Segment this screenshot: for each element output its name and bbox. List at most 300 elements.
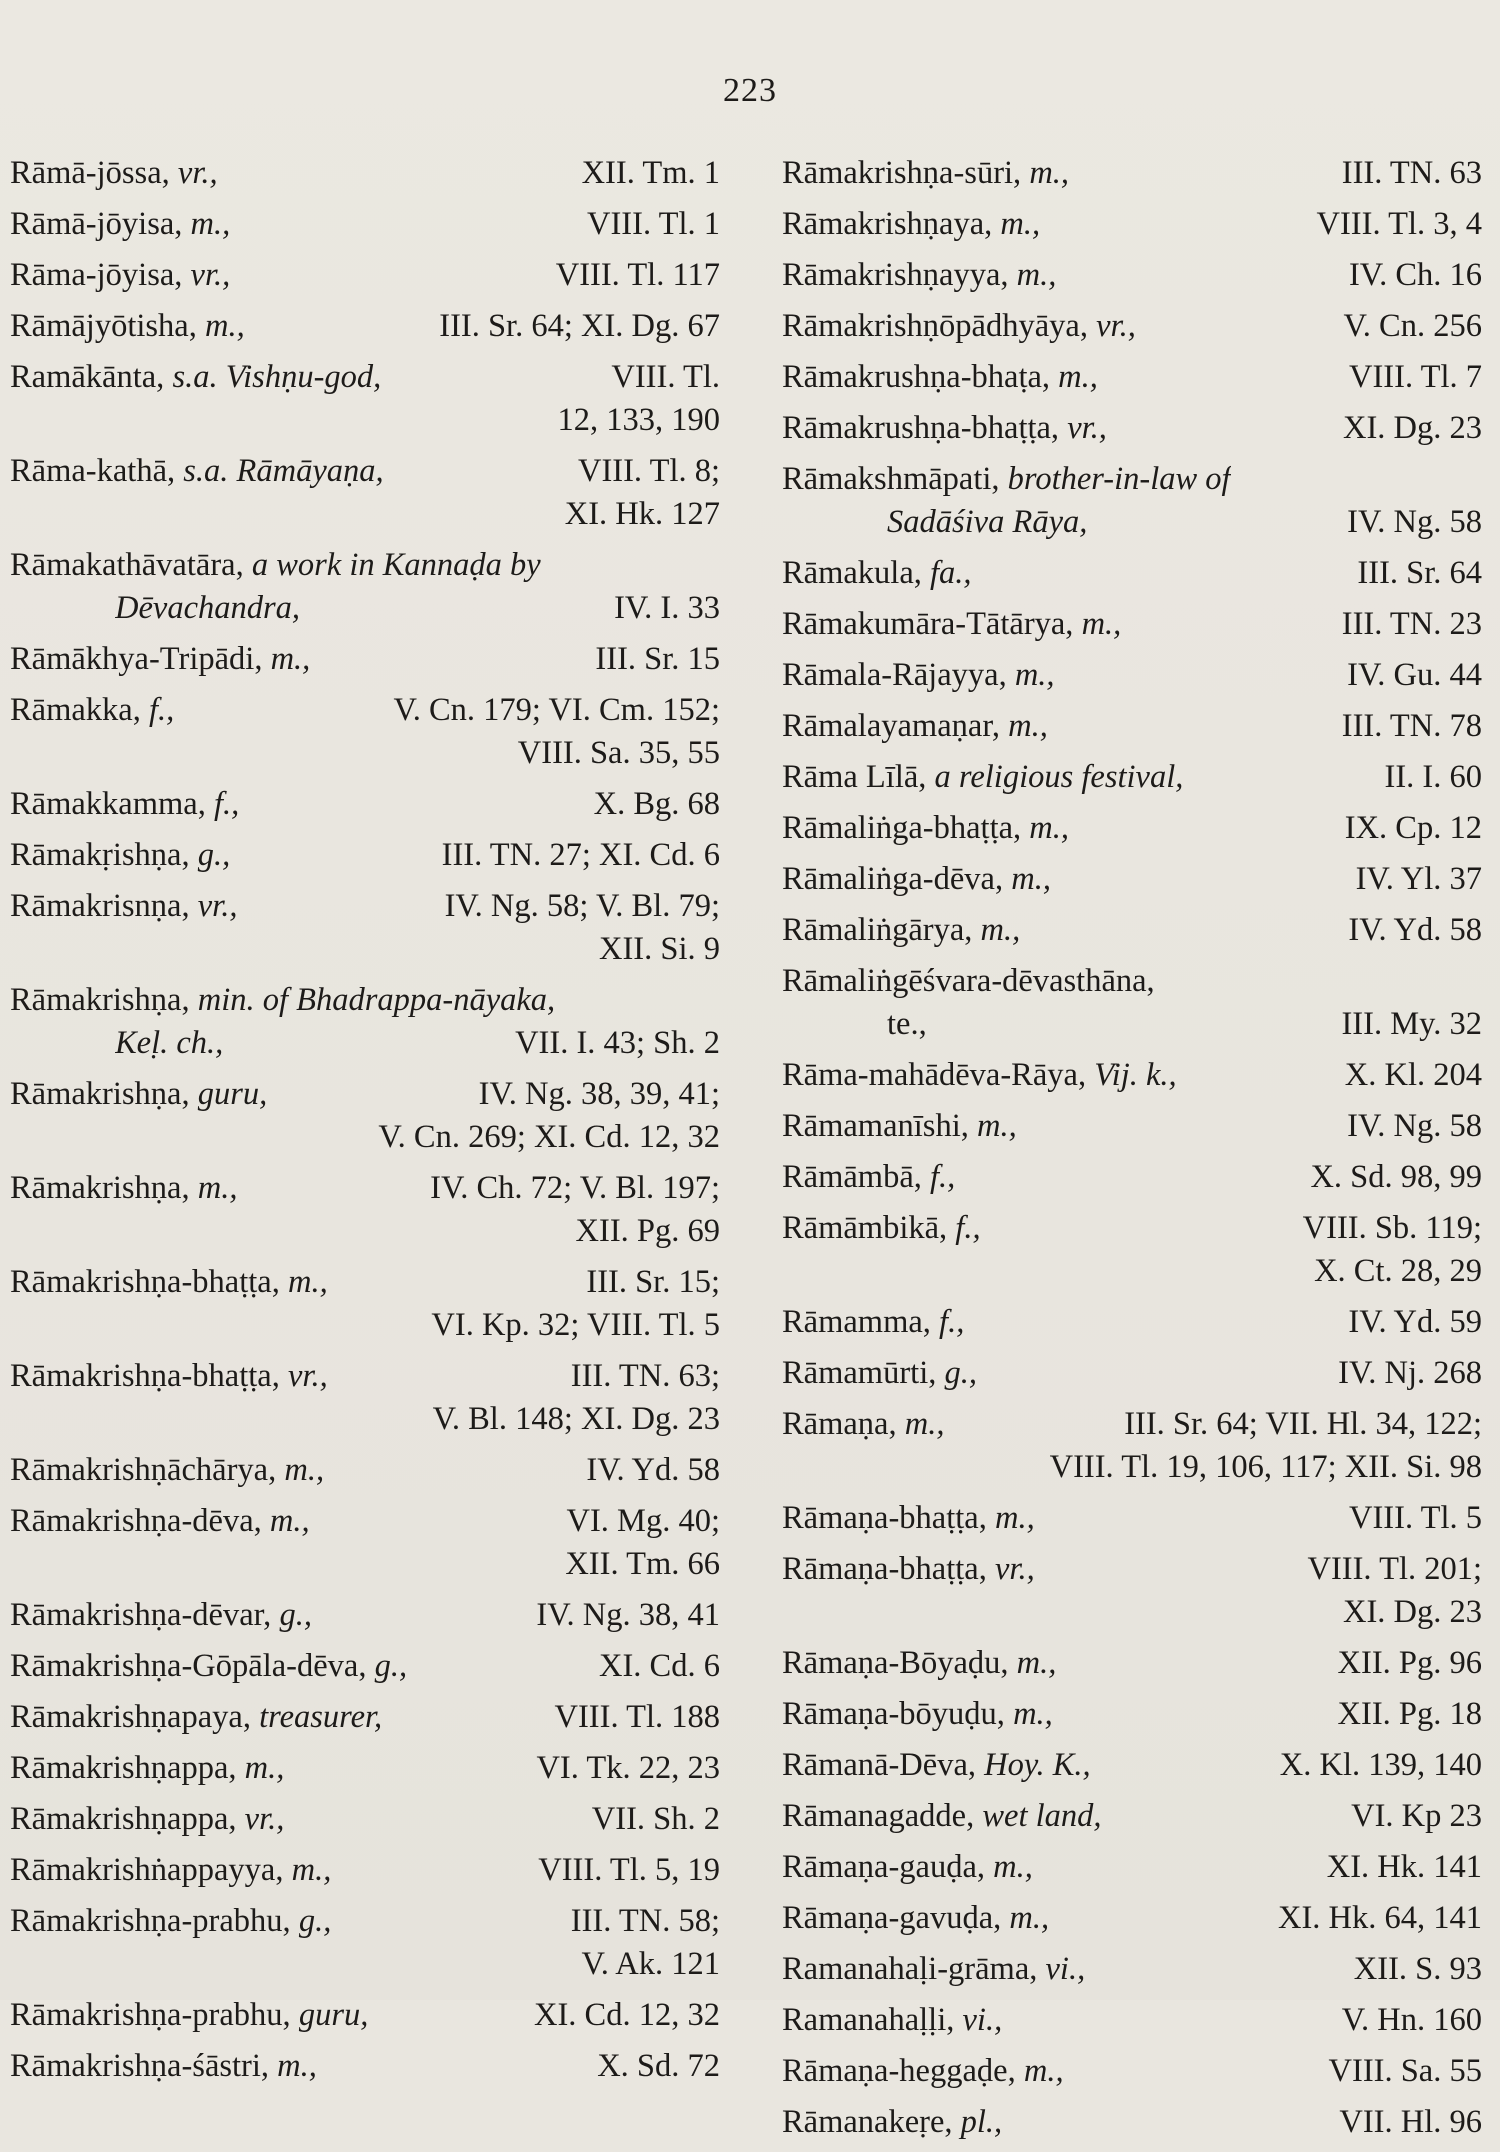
headword-text: Rāmakrishṇa-prabhu, xyxy=(10,1903,299,1939)
entry-reference: VIII. Tl. xyxy=(611,359,720,395)
entry-reference: X. Kl. 139, 140 xyxy=(1279,1747,1482,1783)
entry-headword xyxy=(10,1355,328,1398)
headword-text: Rāmaṇa-bōyuḍu, xyxy=(782,1696,1014,1732)
entry-line xyxy=(10,885,720,928)
entry-note: m., xyxy=(291,1852,332,1888)
index-entry xyxy=(782,152,1482,195)
index-entry xyxy=(10,783,720,826)
entry-note: m., xyxy=(1016,257,1057,293)
entry-reference: XI. Hk. 64, 141 xyxy=(1277,1900,1482,1936)
index-entry xyxy=(782,1897,1482,1940)
index-entry xyxy=(782,1207,1482,1293)
entry-reference-continued: X. Ct. 28, 29 xyxy=(1314,1253,1482,1289)
entry-reference-continued: VIII. Sa. 35, 55 xyxy=(517,735,720,771)
entry-note: m., xyxy=(980,912,1021,948)
entry-headword xyxy=(782,858,1051,901)
entry-reference: IV. I. 33 xyxy=(614,590,720,626)
entry-line xyxy=(782,807,1482,850)
entry-line xyxy=(10,1355,720,1398)
entry-headword xyxy=(10,1594,312,1637)
entry-line xyxy=(782,960,1482,1003)
headword-text: Rāmaṇa-bhaṭṭa, xyxy=(782,1500,995,1536)
entry-reference: III. TN. 63; xyxy=(570,1358,720,1394)
entry-line xyxy=(10,1073,720,1116)
headword-text: Rāma-kathā, xyxy=(10,453,184,489)
entry-headword xyxy=(782,2101,1002,2144)
index-entry xyxy=(782,254,1482,297)
entry-reference: VIII. Tl. 7 xyxy=(1349,359,1482,395)
entry-line xyxy=(782,2101,1482,2144)
entry-headword xyxy=(782,807,1069,850)
index-entry xyxy=(782,858,1482,901)
entry-line xyxy=(782,1497,1482,1540)
entry-note: m., xyxy=(976,1108,1017,1144)
entry-reference-continued: VI. Kp. 32; VIII. Tl. 5 xyxy=(431,1307,720,1343)
entry-line xyxy=(782,1403,1482,1446)
entry-note: pl., xyxy=(960,2104,1003,2140)
entry-line xyxy=(10,305,720,348)
headword-text: Rāmakathāvatāra, xyxy=(10,547,252,583)
entry-line xyxy=(10,1449,720,1492)
headword-text: Rāmakumāra-Tātārya, xyxy=(782,606,1082,642)
entry-headword xyxy=(782,1897,1049,1940)
headword-text: Rāmaṇa-gavuḍa, xyxy=(782,1900,1010,1936)
entry-line xyxy=(10,1849,720,1892)
entry-reference: VIII. Tl. 8; xyxy=(577,453,720,489)
entry-headword xyxy=(782,705,1048,748)
entry-note: m., xyxy=(1011,861,1051,897)
entry-reference: IV. Ch. 16 xyxy=(1348,257,1482,293)
entry-reference: X. Bg. 68 xyxy=(593,786,720,822)
entry-headword xyxy=(10,1261,328,1304)
entry-line xyxy=(782,305,1482,348)
entry-reference: III. TN. 23 xyxy=(1341,606,1482,642)
headword-text: Rāmanā-Dēva, xyxy=(782,1747,985,1783)
entry-reference: III. Sr. 15 xyxy=(595,641,720,677)
entry-line-continued xyxy=(782,501,1482,544)
entry-reference: X. Kl. 204 xyxy=(1344,1057,1482,1093)
entry-reference: VIII. Tl. 3, 4 xyxy=(1316,206,1482,242)
entry-headword xyxy=(10,254,230,297)
entry-headword xyxy=(10,1994,368,2037)
entry-description-continued: Keḷ. ch., xyxy=(115,1025,224,1061)
entry-reference: IV. Ch. 72; V. Bl. 197; xyxy=(430,1170,720,1206)
entry-line xyxy=(782,254,1482,297)
entry-note: guru, xyxy=(197,1076,268,1112)
entry-headword xyxy=(10,450,384,493)
entry-note: m., xyxy=(1029,155,1070,191)
entry-note: s.a. Rāmāyaṇa, xyxy=(183,453,384,489)
entry-headword xyxy=(782,356,1098,399)
entry-note: f., xyxy=(213,786,240,822)
entry-note: guru, xyxy=(298,1997,369,2033)
entry-note: m., xyxy=(277,2048,317,2084)
headword-text: Rāmakrushṇa-bhaṭa, xyxy=(782,359,1059,395)
right-column xyxy=(782,152,1482,2152)
entry-line xyxy=(10,638,720,681)
entry-headword xyxy=(10,1747,284,1790)
entry-headword xyxy=(10,689,174,732)
entry-line xyxy=(782,603,1482,646)
index-entry xyxy=(782,2050,1482,2093)
entry-note: wet land, xyxy=(982,1798,1102,1834)
headword-text: Rāma-mahādēva-Rāya, xyxy=(782,1057,1095,1093)
entry-line xyxy=(782,858,1482,901)
index-entry xyxy=(10,834,720,877)
left-column xyxy=(10,152,720,2096)
entry-line xyxy=(782,1352,1482,1395)
entry-line xyxy=(10,2045,720,2088)
entry-headword xyxy=(782,654,1055,697)
entry-reference: X. Sd. 98, 99 xyxy=(1310,1159,1482,1195)
headword-text: Rāmakrishṇapaya, xyxy=(10,1699,260,1735)
headword-text: Rāmakrishṇa-sūri, xyxy=(782,155,1030,191)
entry-note: vi., xyxy=(962,2002,1003,2038)
entry-line xyxy=(782,1744,1482,1787)
entry-reference: XI. Hk. 141 xyxy=(1326,1849,1482,1885)
entry-line xyxy=(782,356,1482,399)
headword-text: Rāmalayamaṇar, xyxy=(782,708,1009,744)
headword-text: Rāmamanīshi, xyxy=(782,1108,977,1144)
headword-text: Rāmanagadde, xyxy=(782,1798,983,1834)
entry-reference: VIII. Tl. 1 xyxy=(587,206,720,242)
index-entry xyxy=(782,1054,1482,1097)
index-entry xyxy=(10,1849,720,1892)
headword-text: Rāmakula, xyxy=(782,555,931,591)
entry-line xyxy=(10,834,720,877)
entry-headword xyxy=(10,2045,317,2088)
entry-headword xyxy=(782,1999,1002,2042)
entry-line xyxy=(782,756,1482,799)
headword-text: Rāma Līlā, xyxy=(782,759,935,795)
headword-text: Rāmaṇa-Bōyaḍu, xyxy=(782,1645,1017,1681)
index-entry xyxy=(782,1548,1482,1634)
entry-reference: VIII. Sb. 119; xyxy=(1302,1210,1482,1246)
entry-reference-continued: XII. Tm. 66 xyxy=(565,1546,720,1582)
entry-line xyxy=(782,1897,1482,1940)
entry-note: brother-in-law of xyxy=(1007,461,1231,497)
entry-headword xyxy=(782,1846,1033,1889)
index-entry xyxy=(10,1449,720,1492)
entry-line xyxy=(10,450,720,493)
entry-note: Vij. k., xyxy=(1094,1057,1177,1093)
index-entry xyxy=(782,552,1482,595)
index-entry xyxy=(10,544,720,630)
entry-note: g., xyxy=(374,1648,408,1684)
headword-text: Rāmakrishṇayya, xyxy=(782,257,1017,293)
entry-headword xyxy=(10,544,541,587)
entry-reference: XII. S. 93 xyxy=(1353,1951,1482,1987)
index-entry xyxy=(782,960,1482,1046)
entry-line xyxy=(10,689,720,732)
index-entry xyxy=(782,909,1482,952)
entry-reference: III. TN. 27; XI. Cd. 6 xyxy=(441,837,720,873)
entry-headword xyxy=(782,1352,977,1395)
index-entry xyxy=(782,1497,1482,1540)
index-entry xyxy=(782,1744,1482,1787)
entry-reference: IV. Yd. 58 xyxy=(586,1452,720,1488)
entry-line-continued xyxy=(10,1022,720,1065)
index-entry xyxy=(782,1795,1482,1838)
entry-note: m., xyxy=(270,641,311,677)
headword-text: Rāmakrishṇappa, xyxy=(10,1801,245,1837)
entry-reference: III. TN. 58; xyxy=(570,1903,720,1939)
headword-text: Ramanahaḷḷi, xyxy=(782,2002,963,2038)
index-entry xyxy=(10,305,720,348)
entry-reference: III. TN. 78 xyxy=(1341,708,1482,744)
headword-text: Rāmaṇa-heggaḍe, xyxy=(782,2053,1024,2089)
entry-note: f., xyxy=(955,1210,981,1246)
entry-line xyxy=(782,1642,1482,1685)
entry-reference: VIII. Tl. 117 xyxy=(555,257,720,293)
index-entry xyxy=(10,885,720,971)
headword-text: Rāmakrishṇa-bhaṭṭa, xyxy=(10,1358,288,1394)
entry-reference: XI. Dg. 23 xyxy=(1342,410,1482,446)
entry-headword xyxy=(10,783,239,826)
entry-reference: XII. Tm. 1 xyxy=(581,155,720,191)
index-entry xyxy=(10,1798,720,1841)
entry-reference: III. Sr. 64 xyxy=(1357,555,1482,591)
entry-reference: IV. Yd. 58 xyxy=(1348,912,1482,948)
entry-note: s.a. Vishṇu-god, xyxy=(172,359,382,395)
entry-headword xyxy=(10,203,230,246)
entry-reference-continued: XII. Si. 9 xyxy=(599,931,720,967)
entry-note: m., xyxy=(1081,606,1122,642)
entry-line xyxy=(10,1167,720,1210)
entry-note: m., xyxy=(904,1406,945,1442)
index-entry xyxy=(782,407,1482,450)
entry-line xyxy=(782,1548,1482,1591)
entry-headword xyxy=(782,960,1155,1003)
headword-text: Ramanahaḷi-grāma, xyxy=(782,1951,1046,1987)
entry-line xyxy=(782,1795,1482,1838)
entry-note: m., xyxy=(269,1503,310,1539)
headword-text: Rāmakrishṅappayya, xyxy=(10,1852,292,1888)
index-entry xyxy=(782,1352,1482,1395)
index-entry xyxy=(10,2045,720,2088)
index-entry xyxy=(10,1594,720,1637)
entry-reference: IV. Nj. 268 xyxy=(1338,1355,1482,1391)
entry-note: vr., xyxy=(177,155,218,191)
entry-reference: IV. Ng. 58 xyxy=(1347,504,1482,540)
headword-text: Rāmājyōtisha, xyxy=(10,308,205,344)
entry-reference: IV. Yl. 37 xyxy=(1355,861,1482,897)
entry-reference-continued: 12, 133, 190 xyxy=(557,402,720,438)
index-entry xyxy=(10,1747,720,1790)
entry-line xyxy=(782,1105,1482,1148)
entry-reference-continued: V. Cn. 269; XI. Cd. 12, 32 xyxy=(378,1119,720,1155)
entry-headword xyxy=(782,1948,1085,1991)
entry-reference: IV. Yd. 59 xyxy=(1348,1304,1482,1340)
index-entry xyxy=(10,1645,720,1688)
entry-note: vr., xyxy=(190,257,231,293)
entry-headword xyxy=(10,356,381,399)
entry-note: m., xyxy=(1016,1645,1057,1681)
entry-headword xyxy=(782,603,1121,646)
entry-headword xyxy=(10,152,218,195)
headword-text: Rāmaliṅga-dēva, xyxy=(782,861,1012,897)
entry-note: m., xyxy=(287,1264,328,1300)
headword-text: Rāmakkamma, xyxy=(10,786,214,822)
entry-headword xyxy=(782,1795,1102,1838)
entry-line xyxy=(782,152,1482,195)
headword-text: Rāmakrishṇa-bhaṭṭa, xyxy=(10,1264,288,1300)
entry-headword xyxy=(10,1900,331,1943)
entry-line xyxy=(782,203,1482,246)
entry-note: m., xyxy=(197,1170,238,1206)
entry-line xyxy=(782,705,1482,748)
entry-note: m., xyxy=(994,1500,1035,1536)
entry-reference-continued: XI. Hk. 127 xyxy=(564,496,720,532)
headword-text: Ramākānta, xyxy=(10,359,173,395)
entry-line xyxy=(10,1500,720,1543)
entry-note: vr., xyxy=(1096,308,1136,344)
headword-text: Rāmakrishṇa-dēva, xyxy=(10,1503,270,1539)
headword-text: Rāmakrishṇa, xyxy=(10,982,198,1018)
headword-text: Rāmaṇa-gauḍa, xyxy=(782,1849,994,1885)
entry-reference: III. My. 32 xyxy=(1341,1006,1482,1042)
index-entry xyxy=(10,638,720,681)
entry-line xyxy=(10,1594,720,1637)
entry-headword xyxy=(782,203,1040,246)
entry-note: m., xyxy=(1008,708,1048,744)
entry-note: g., xyxy=(944,1355,977,1391)
headword-text: Rāmakrishṇappa, xyxy=(10,1750,245,1786)
entry-headword xyxy=(782,1497,1035,1540)
entry-headword xyxy=(782,407,1107,450)
entry-reference: IV. Gu. 44 xyxy=(1347,657,1482,693)
entry-note: min. of Bhadrappa-nāyaka, xyxy=(197,982,556,1018)
headword-text: Rāmakshmāpati, xyxy=(782,461,1008,497)
entry-line xyxy=(10,356,720,399)
index-entry xyxy=(10,1900,720,1986)
entry-reference: VII. Sh. 2 xyxy=(591,1801,720,1837)
entry-headword xyxy=(782,458,1231,501)
entry-headword xyxy=(782,1054,1177,1097)
entry-headword xyxy=(782,1403,944,1446)
entry-line xyxy=(10,1645,720,1688)
entry-headword xyxy=(782,756,1183,799)
headword-text: Rāmā-jōssa, xyxy=(10,155,178,191)
entry-reference: IV. Ng. 58; V. Bl. 79; xyxy=(444,888,720,924)
entry-note: m., xyxy=(244,1750,285,1786)
headword-text: Rāmakrishṇa-prabhu, xyxy=(10,1997,299,2033)
entry-headword xyxy=(10,1696,382,1739)
entry-line xyxy=(10,1798,720,1841)
index-entry xyxy=(782,1846,1482,1889)
entry-headword xyxy=(10,885,237,928)
entry-description-continued: Sadāśiva Rāya, xyxy=(887,504,1088,540)
index-entry xyxy=(782,356,1482,399)
headword-text: Rāmaṇa, xyxy=(782,1406,905,1442)
entry-note: vr., xyxy=(197,888,238,924)
entry-reference-continued: V. Bl. 148; XI. Dg. 23 xyxy=(432,1401,720,1437)
entry-line xyxy=(10,1900,720,1943)
entry-headword xyxy=(782,1105,1017,1148)
index-entry xyxy=(10,254,720,297)
entry-line xyxy=(782,909,1482,952)
entry-headword xyxy=(10,1645,407,1688)
entry-headword xyxy=(10,1798,284,1841)
entry-headword xyxy=(10,305,245,348)
entry-headword xyxy=(10,979,555,1022)
entry-headword xyxy=(10,1849,331,1892)
entry-note: m., xyxy=(190,206,231,242)
entry-line xyxy=(10,1696,720,1739)
index-entry xyxy=(10,1994,720,2037)
headword-text: Rāmamma, xyxy=(782,1304,940,1340)
index-entry xyxy=(10,1261,720,1347)
entry-reference: III. Sr. 64; VII. Hl. 34, 122; xyxy=(1124,1406,1482,1442)
entry-headword xyxy=(782,1207,981,1250)
entry-line xyxy=(10,203,720,246)
entry-line xyxy=(10,152,720,195)
entry-note: vr., xyxy=(1067,410,1107,446)
entry-line xyxy=(782,2050,1482,2093)
headword-text: Rāmaṇa-bhaṭṭa, xyxy=(782,1551,995,1587)
index-entry xyxy=(782,1301,1482,1344)
entry-line xyxy=(10,1994,720,2037)
entry-note: vr., xyxy=(994,1551,1035,1587)
entry-note: g., xyxy=(279,1597,312,1633)
entry-reference-continued: VIII. Tl. 19, 106, 117; XII. Si. 98 xyxy=(1049,1449,1482,1485)
entry-line xyxy=(10,783,720,826)
index-entry xyxy=(782,1642,1482,1685)
entry-headword xyxy=(10,1167,237,1210)
index-entry xyxy=(10,1355,720,1441)
entry-reference: III. Sr. 64; XI. Dg. 67 xyxy=(439,308,720,344)
index-entry xyxy=(782,654,1482,697)
entry-note: g., xyxy=(197,837,231,873)
index-entry xyxy=(782,203,1482,246)
entry-headword xyxy=(782,1642,1056,1685)
entry-reference: III. Sr. 15; xyxy=(586,1264,720,1300)
index-entry xyxy=(10,1167,720,1253)
headword-text: Rāmakka, xyxy=(10,692,149,728)
entry-reference: VII. I. 43; Sh. 2 xyxy=(515,1025,720,1061)
entry-reference: VII. Hl. 96 xyxy=(1339,2104,1482,2140)
entry-reference: X. Sd. 72 xyxy=(597,2048,720,2084)
entry-headword xyxy=(782,2050,1064,2093)
entry-note: m., xyxy=(1009,1900,1050,1936)
entry-reference: VIII. Tl. 5, 19 xyxy=(538,1852,720,1888)
entry-line xyxy=(782,1948,1482,1991)
headword-text: Rāmakrushṇa-bhaṭṭa, xyxy=(782,410,1068,446)
entry-reference-continued: V. Ak. 121 xyxy=(581,1946,720,1982)
entry-note: f., xyxy=(930,1159,956,1195)
entry-line xyxy=(782,458,1482,501)
index-entry xyxy=(10,689,720,775)
entry-note: m., xyxy=(204,308,245,344)
entry-line xyxy=(782,1156,1482,1199)
index-entry xyxy=(10,203,720,246)
headword-text: Rāma-jōyisa, xyxy=(10,257,191,293)
entry-headword xyxy=(782,552,972,595)
entry-reference: XI. Cd. 6 xyxy=(599,1648,720,1684)
headword-text: Rāmakrishṇa-dēvar, xyxy=(10,1597,280,1633)
entry-line-continued xyxy=(10,587,720,630)
entry-headword xyxy=(782,909,1020,952)
index-entry xyxy=(10,1073,720,1159)
entry-line-continued xyxy=(782,1003,1482,1046)
index-entry xyxy=(782,1105,1482,1148)
entry-reference: XII. Pg. 96 xyxy=(1337,1645,1482,1681)
entry-note: m., xyxy=(1000,206,1041,242)
entry-note: f., xyxy=(148,692,175,728)
entry-headword xyxy=(782,1301,964,1344)
index-entry xyxy=(782,1948,1482,1991)
headword-text: Rāmakrishṇa, xyxy=(10,1170,198,1206)
